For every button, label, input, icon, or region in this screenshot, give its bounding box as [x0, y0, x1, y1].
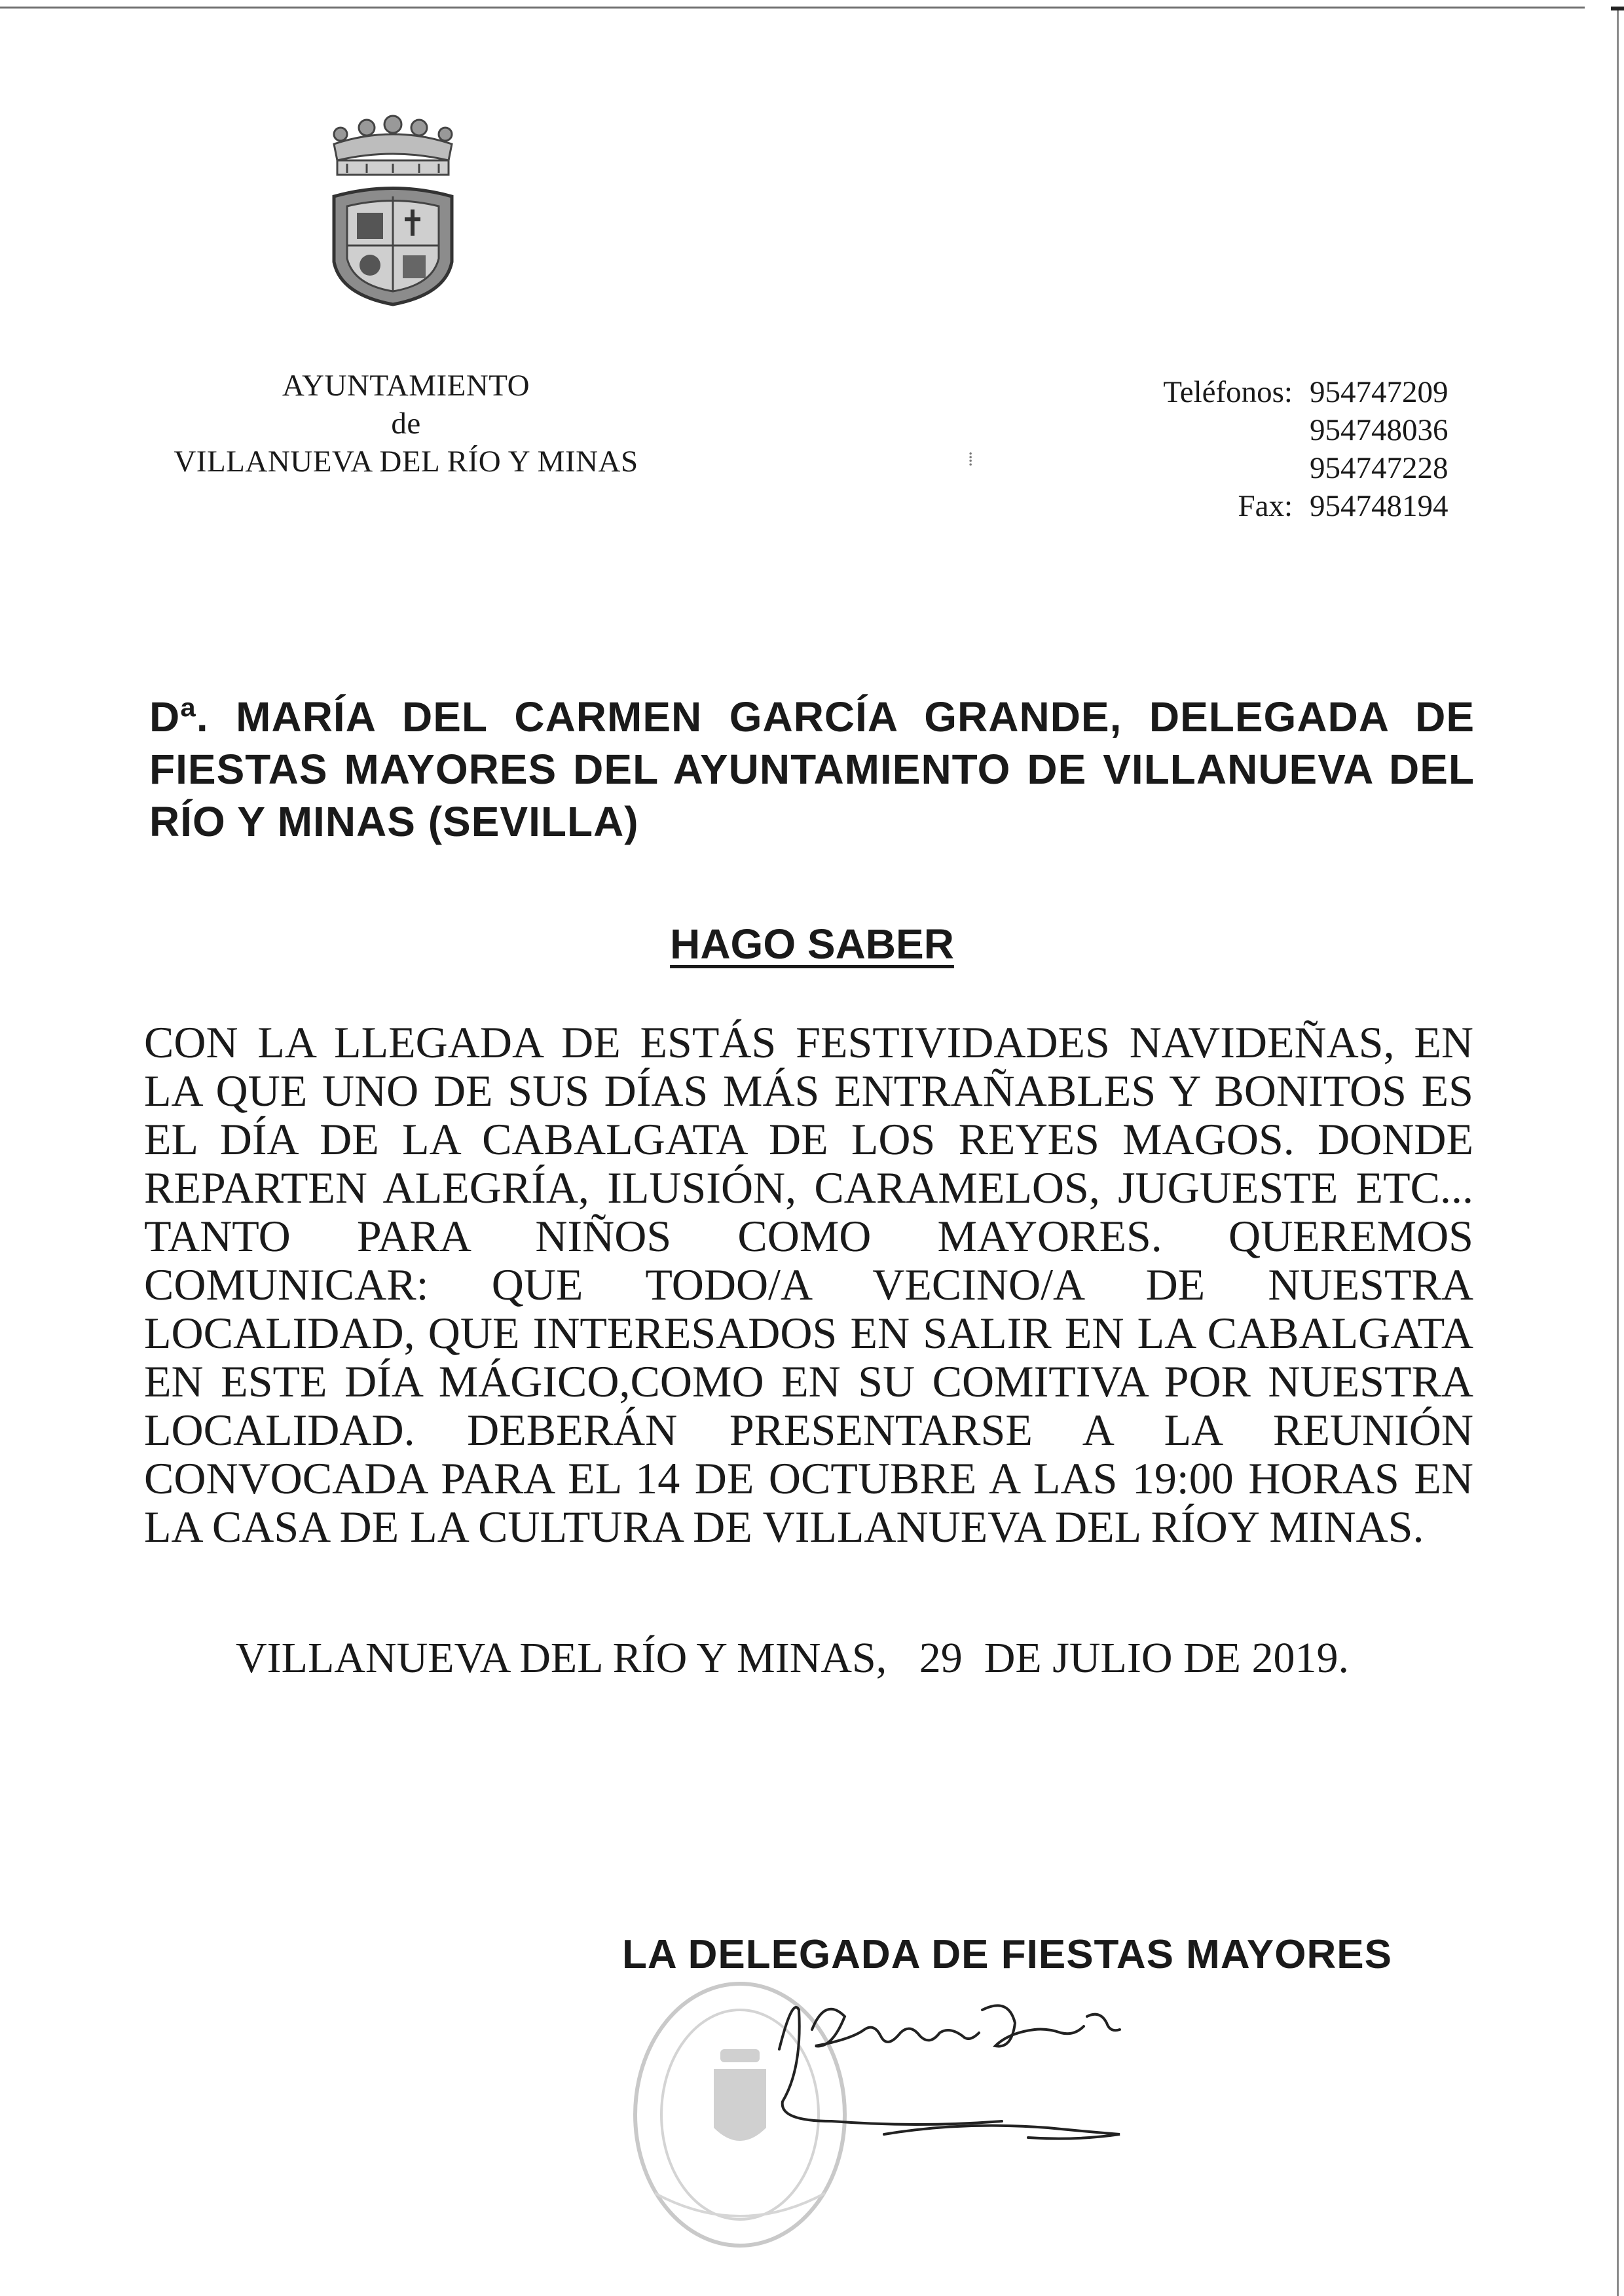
fax-row	[1113, 487, 1467, 525]
phones-label: Teléfonos:	[1163, 375, 1293, 409]
phone-row-2	[1113, 411, 1467, 449]
phone-number-3: 954747228	[1310, 451, 1449, 485]
phone-row-3	[1113, 449, 1467, 487]
scan-corner	[1611, 7, 1624, 10]
section-title: HAGO SABER	[670, 920, 954, 968]
phone-number-1: 954747209	[1310, 375, 1449, 409]
coat-of-arms-icon	[321, 98, 465, 308]
phone-row-1	[1113, 373, 1467, 411]
organization-line-2: de	[391, 407, 421, 441]
document-heading: Dª. MARÍA DEL CARMEN GARCÍA GRANDE, DELEGADA DE FIESTAS MAYORES DEL AYUNTAMIENTO DE VILLANUEVA DEL RÍO Y MINAS (SEVILLA)	[149, 693, 1475, 845]
signature-title: LA DELEGADA DE FIESTAS MAYORES	[622, 1932, 1392, 1977]
organization-line-3: VILLANUEVA DEL RÍO Y MINAS	[174, 445, 638, 479]
handwritten-signature	[753, 1971, 1159, 2160]
fax-number: 954748194	[1310, 489, 1449, 523]
scan-speck: ⁞	[968, 448, 974, 470]
organization-line-1: AYUNTAMIENTO	[282, 369, 530, 403]
phone-number-2: 954748036	[1310, 413, 1449, 447]
fax-label: Fax:	[1238, 489, 1293, 523]
scan-edge-top	[0, 7, 1585, 9]
scan-edge-right	[1617, 7, 1619, 2296]
contact-phones	[1113, 373, 1467, 525]
announcement-body: CON LA LLEGADA DE ESTÁS FESTIVIDADES NAVIDEÑAS, EN LA QUE UNO DE SUS DÍAS MÁS ENTRAÑABLES Y BONITOS ES EL DÍA DE LA CABALGATA DE LOS REYES MAGOS. DONDE REPARTEN ALEGRÍA, ILUSIÓN, CARAMELOS, JUGUESTE ETC... TANTO PARA NIÑOS COMO MAYORES. QUEREMOS COMUNICAR: QUE TODO/A VECINO/A DE NUESTRA LOCALIDAD, QUE INTERESADOS EN SALIR EN LA CABALGATA EN ESTE DÍA MÁGICO,COMO EN SU COMITIVA POR NUESTRA LOCALIDAD. DEBERÁN PRESENTARSE A LA REUNIÓN CONVOCADA PARA EL 14 DE OCTUBRE A LAS 19:00 HORAS EN LA CASA DE LA CULTURA DE VILLANUEVA DEL RÍOY MINAS.	[144, 1017, 1473, 1552]
date-line: VILLANUEVA DEL RÍO Y MINAS, 29 DE JULIO DE 2019.	[236, 1634, 1349, 1682]
organization-header	[131, 367, 681, 481]
